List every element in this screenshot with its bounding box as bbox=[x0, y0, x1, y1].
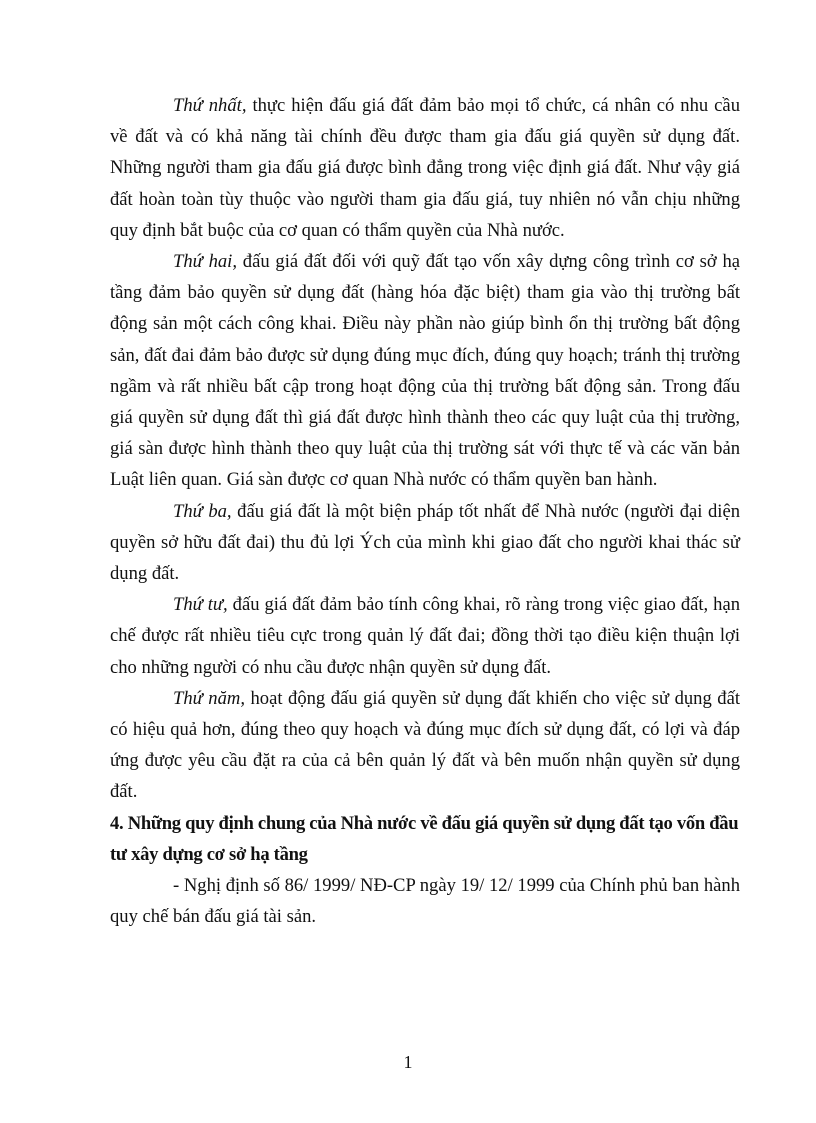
paragraph-third bbox=[110, 496, 740, 590]
paragraph-text: hoạt động đấu giá quyền sử dụng đất khiến cho việc sử dụng đất có hiệu quả hơn, đúng theo quy hoạch và đúng mục đích sử dụng đất, có lợi và đáp ứng được yêu cầu đặt ra của cả bên quản lý đất và bên muốn nhận quyền sử dụng đất. bbox=[110, 687, 740, 803]
paragraph-text: đấu giá đất đảm bảo tính công khai, rõ ràng trong việc giao đất, hạn chế được rất nhiều tiêu cực trong quản lý đất đai; đồng thời tạo điều kiện thuận lợi cho những người có nhu cầu được nhận quyền sử dụng đất. bbox=[110, 594, 740, 678]
bullet-item: - Nghị định số 86/ 1999/ NĐ-CP ngày 19/ 12/ 1999 của Chính phủ ban hành quy chế bán đấu giá tài sản. bbox=[110, 875, 740, 928]
paragraph-fourth bbox=[110, 589, 740, 683]
paragraph-second bbox=[110, 246, 740, 496]
paragraph-lead: Thứ năm, bbox=[173, 687, 245, 709]
page-number: 1 bbox=[403, 1052, 413, 1072]
paragraph-lead: Thứ ba, bbox=[173, 500, 232, 522]
paragraph-fifth bbox=[110, 683, 740, 808]
paragraph-text: đấu giá đất là một biện pháp tốt nhất để Nhà nước (người đại diện quyền sở hữu đất đai) thu đủ lợi Ých của mình khi giao đất cho người khai thác sử dụng đất. bbox=[110, 500, 740, 585]
paragraph-text: thực hiện đấu giá đất đảm bảo mọi tổ chức, cá nhân có nhu cầu về đất và có khả năng tài chính đều được tham gia đấu giá quyền sử dụng đất. Những người tham gia đấu giá được bình đẳng trong việc định giá đất. Như vậy giá đất hoàn toàn tùy thuộc vào người tham gia đấu giá, tuy nhiên nó vẫn chịu những quy định bắt buộc của cơ quan có thẩm quyền của Nhà nước. bbox=[110, 95, 740, 241]
paragraph-lead: Thứ hai, bbox=[173, 251, 237, 273]
paragraph-first bbox=[110, 90, 740, 246]
paragraph-lead: Thứ nhất, bbox=[173, 95, 247, 116]
paragraph-lead: Thứ tư, bbox=[173, 594, 228, 616]
document-body bbox=[110, 90, 740, 932]
paragraph-text: đấu giá đất đối với quỹ đất tạo vốn xây dựng công trình cơ sở hạ tầng đảm bảo quyền sử dụng đất (hàng hóa đặc biệt) tham gia vào thị trường bất động sản một cách công khai. Điều này phần nào giúp bình ổn thị trường bất động sản, đất đai đảm bảo được sử dụng đúng mục đích, đúng quy hoạch; tránh thị trường ngầm và rất nhiều bất cập trong hoạt động của thị trường bất động sản. Trong đấu giá quyền sử dụng đất thì giá đất được hình thành theo các quy luật của thị trường, giá sàn được hình thành theo quy luật của thị trường sát với thực tế và các văn bản Luật liên quan. Giá sàn được cơ quan Nhà nước có thẩm quyền ban hành. bbox=[110, 251, 740, 491]
section-heading: 4. Những quy định chung của Nhà nước về đấu giá quyền sử dụng đất tạo vốn đầu tư xây dựng cơ sở hạ tầng bbox=[110, 812, 739, 865]
